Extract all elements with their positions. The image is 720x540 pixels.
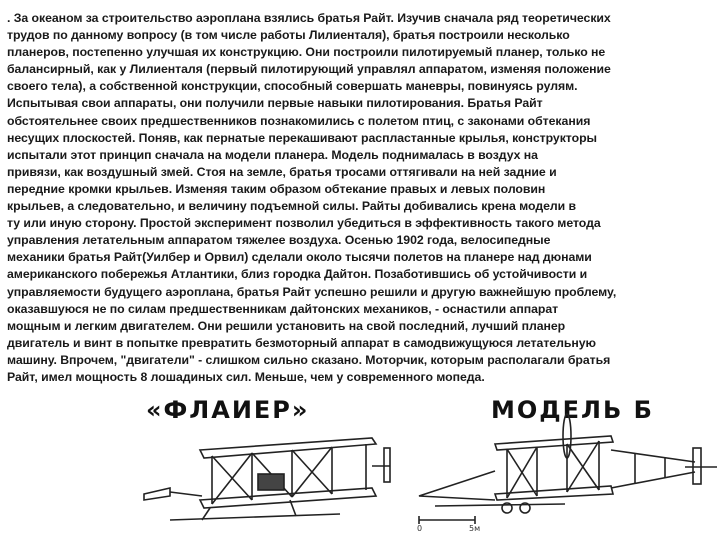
paragraph-line: планеров, постепенно улучшая их конструкцию. Они построили пилотируемый планер, только не [7,45,606,60]
scale-mark-label: 5м [469,524,481,533]
flyer-title: «ФЛАИЕР» [146,396,310,424]
paragraph-line: американского побережья Атлантики, близ городка Дайтон. Позаботившись об устойчивости и [7,267,588,282]
paragraph-line: механики братья Райт(Уилбер и Орвил) сделали около тысячи полетов на планере над дюнами [7,250,592,265]
paragraph-line: . За океаном за строительство аэроплана взялись братья Райт. Изучив сначала ряд теоретических [7,11,611,25]
paragraph-line: трудов по данному вопросу (в том числе работы Лилиенталя), братья построили несколько [7,28,570,43]
model-b-drawing [415,396,720,540]
flyer-drawing [140,396,390,540]
paragraph-line: ту или иную сторону. Простой эксперимент позволил убедиться в эффективность такого метода [7,216,601,231]
paragraph-line: двигатель и винт в попытке превратить безмоторный аппарат в самодвижущуюся летательную [7,335,596,350]
flyer-figure [140,396,390,540]
model-b-title: МОДЕЛЬ Б [491,396,654,424]
paragraph-line: машину. Впрочем, "двигатели" - слишком сильно сказано. Моторчик, которым располагали братья [7,352,611,367]
paragraph-line: привязи, как воздушный змей. Стоя на земле, братья тросами оттягивали на ней задние и [7,164,557,179]
paragraph-line: управляемости будущего аэроплана, братья Райт успешно решили и другую важнейшую проблему, [7,284,617,299]
paragraph-line: несущих плоскостей. Поняв, как пернатые перекашивают распластанные крылья, конструкторы [7,130,597,145]
paragraph-line: управления летательным аппаратом тяжелее воздуха. Осенью 1902 года, велосипедные [7,233,551,248]
paragraph-line: Испытывая свои аппараты, они получили первые навыки пилотирования. Братья Райт [7,96,543,111]
paragraph-line: крыльев, а следовательно, и величину подъемной силы. Райты добивались крена модели в [7,199,577,214]
paragraph-line: балансирный, как у Лилиенталя (первый пилотирующий управлял аппаратом, изменяя положение [7,62,611,77]
scale-start-label: 0 [417,524,423,533]
history-paragraph [7,10,715,386]
model-b-figure [415,396,720,540]
paragraph-line: оказавшуюся не по силам предшественникам дайтонских механиков, - оснастили аппарат [7,301,559,316]
paragraph-line: испытали этот принцип сначала на модели планера. Модель поднималась в воздух на [7,147,538,162]
paragraph-line: мощным и легким двигателем. Они решили установить на свой последний, лучший планер [7,318,566,333]
paragraph-line: своего тела), а собственной конструкции, способный совершать маневры, повинуясь рулям. [7,79,578,94]
paragraph-line: Райт, имел мощность 8 лошадиных сил. Меньше, чем у современного мопеда. [7,369,485,384]
paragraph-line: передние кромки крыльев. Изменяя таким образом обтекание правых и левых половин [7,181,546,196]
paragraph-line: обстоятельнее своих предшественников познакомились с полетом птиц, с законами обтекания [7,113,591,128]
